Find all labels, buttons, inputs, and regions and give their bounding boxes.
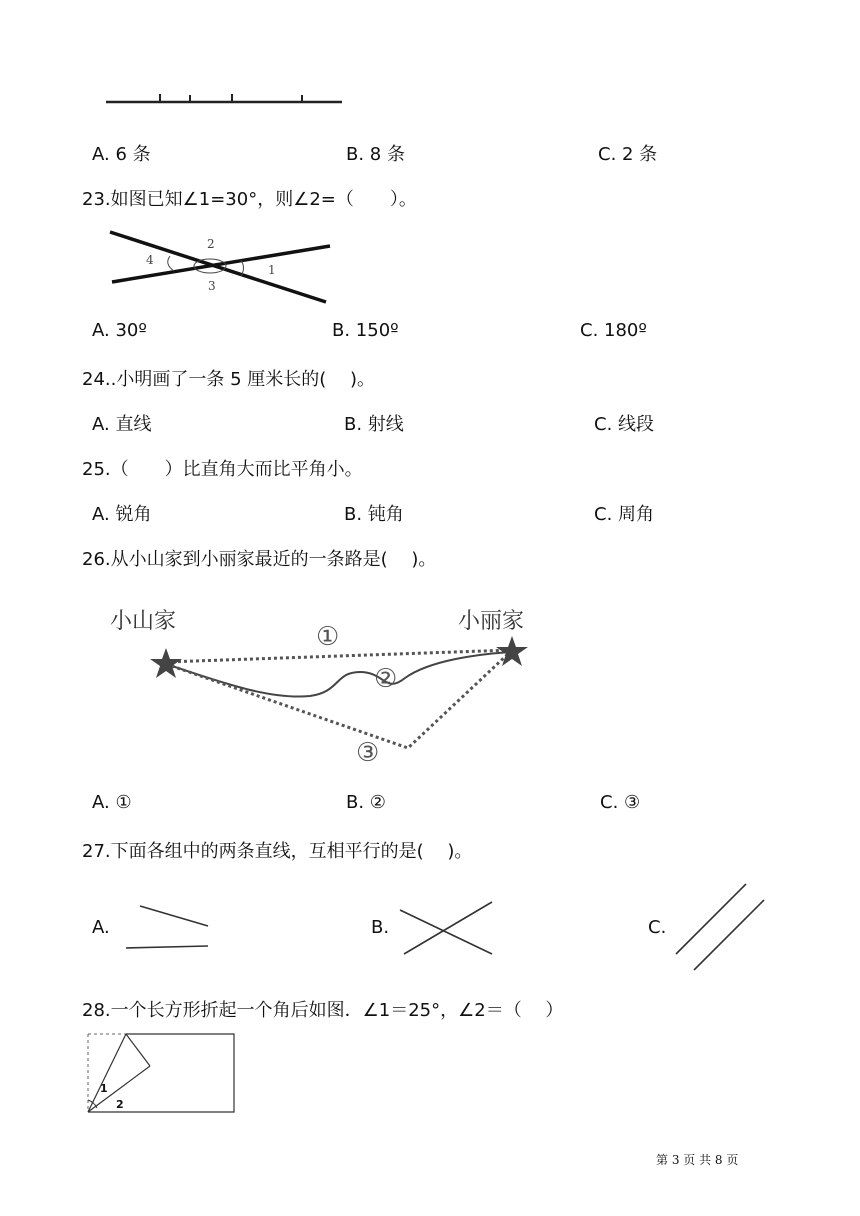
q26-label-xiaoshan-home: 小山家	[110, 609, 177, 634]
q23-label-4: 4	[146, 253, 154, 267]
q22-option-b[interactable]: B. 8 条	[346, 144, 405, 165]
q23-figure	[104, 224, 336, 306]
q23-option-c[interactable]: C. 180º	[580, 320, 647, 341]
q25-question: 25.（ ）比直角大而比平角小。	[82, 459, 363, 480]
q23-label-1: 1	[268, 263, 276, 277]
q23-question: 23.如图已知∠1=30°，则∠2=（ ）。	[82, 189, 417, 210]
q26-option-b[interactable]: B. ②	[346, 792, 386, 813]
q27-figure-c	[670, 880, 770, 974]
q28-question: 28.一个长方形折起一个角后如图．∠1＝25°，∠2＝（ ）	[82, 1000, 564, 1021]
q26-label-xiaoli-home: 小丽家	[458, 609, 525, 634]
q26-option-a[interactable]: A. ①	[92, 792, 132, 813]
q26-route-2-label: ②	[374, 664, 398, 694]
q26-figure	[140, 620, 540, 770]
star-icon	[150, 648, 182, 678]
q22-option-c[interactable]: C. 2 条	[598, 144, 658, 165]
q28-label-2: 2	[116, 1098, 124, 1111]
q24-option-b[interactable]: B. 射线	[344, 414, 404, 435]
q27-question: 27.下面各组中的两条直线，互相平行的是( )。	[82, 841, 473, 862]
page-number: 第 3 页 共 8 页	[656, 1153, 739, 1167]
q22-figure	[100, 86, 350, 110]
q26-route-1-label: ①	[316, 622, 340, 652]
q24-option-c[interactable]: C. 线段	[594, 414, 655, 435]
q27-option-b[interactable]: B.	[371, 917, 390, 938]
q27-option-c[interactable]: C.	[648, 917, 667, 938]
q23-option-b[interactable]: B. 150º	[332, 320, 399, 341]
q26-route-3-label: ③	[356, 738, 380, 768]
q23-label-2: 2	[207, 237, 215, 251]
q27-option-a[interactable]: A.	[92, 917, 110, 938]
q22-option-a[interactable]: A. 6 条	[92, 144, 151, 165]
q25-option-c[interactable]: C. 周角	[594, 504, 655, 525]
q23-option-a[interactable]: A. 30º	[92, 320, 147, 341]
q27-figure-b	[396, 896, 496, 958]
q25-option-a[interactable]: A. 锐角	[92, 504, 152, 525]
q26-question: 26.从小山家到小丽家最近的一条路是( )。	[82, 549, 437, 570]
star-icon	[496, 636, 528, 666]
q23-label-3: 3	[208, 279, 216, 293]
q27-figure-a	[122, 898, 214, 954]
q28-label-1: 1	[100, 1082, 108, 1095]
q24-option-a[interactable]: A. 直线	[92, 414, 152, 435]
q26-option-c[interactable]: C. ③	[600, 792, 641, 813]
q25-option-b[interactable]: B. 钝角	[344, 504, 404, 525]
q24-question: 24..小明画了一条 5 厘米长的( )。	[82, 369, 376, 390]
q28-figure	[82, 1030, 242, 1116]
